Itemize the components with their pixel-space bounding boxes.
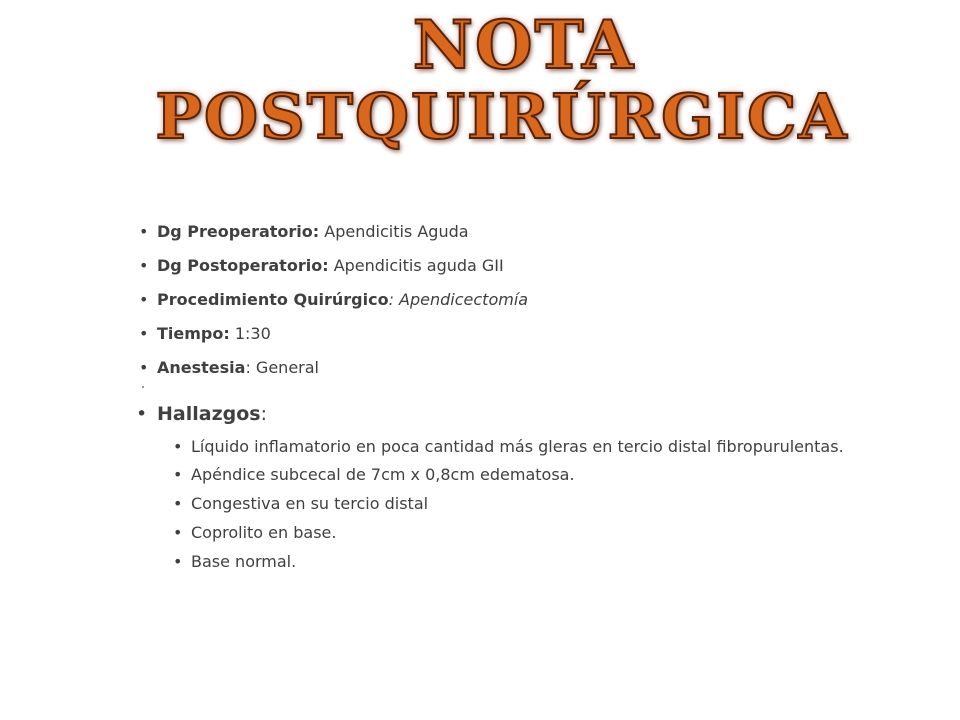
bullet-icon: •: [139, 324, 149, 343]
title-line-1: NOTA: [412, 6, 636, 84]
list-item-procedure: [139, 290, 529, 310]
item-value: : General: [245, 358, 319, 377]
item-value: Apendicitis Aguda: [324, 222, 469, 241]
bullet-icon: •: [173, 523, 183, 542]
finding-text: Líquido inflamatorio en poca cantidad más gleras en tercio distal fibropurulentas.: [191, 437, 844, 456]
bullet-icon: •: [173, 552, 183, 571]
item-value: : Apendicectomía: [388, 290, 529, 309]
findings-heading: Hallazgos: [157, 403, 261, 425]
bullet-icon: •: [139, 358, 149, 377]
item-value: 1:30: [234, 324, 271, 343]
finding-text: Apéndice subcecal de 7cm x 0,8cm edematosa.: [191, 465, 575, 484]
list-item-anesthesia: [139, 358, 319, 378]
finding-item: [173, 465, 575, 485]
item-label: Dg Postoperatorio:: [157, 256, 329, 275]
bullet-icon: •: [139, 256, 149, 275]
title-line-2: POSTQUIRÚRGICA: [155, 80, 849, 153]
item-label: Procedimiento Quirúrgico: [157, 290, 389, 309]
list-item-findings: [136, 402, 267, 426]
item-label: Anestesia: [157, 358, 246, 377]
finding-text: Base normal.: [191, 552, 297, 571]
findings-heading-suffix: :: [260, 403, 267, 425]
finding-text: Congestiva en su tercio distal: [191, 494, 429, 513]
finding-item: [173, 494, 429, 514]
finding-item: [173, 552, 297, 572]
item-value: Apendicitis aguda GII: [333, 256, 504, 275]
bullet-icon: •: [139, 222, 149, 241]
bullet-icon: •: [173, 494, 183, 513]
bullet-icon: •: [173, 437, 183, 456]
finding-text: Coprolito en base.: [191, 523, 337, 542]
list-item-postoperative-diagnosis: [139, 256, 504, 276]
bullet-icon: •: [173, 465, 183, 484]
finding-item: [173, 437, 844, 457]
bullet-icon: •: [139, 290, 149, 309]
item-label: Tiempo:: [157, 324, 230, 343]
stray-dot: [142, 386, 144, 388]
finding-item: [173, 523, 337, 543]
item-label: Dg Preoperatorio:: [157, 222, 320, 241]
list-item-preoperative-diagnosis: [139, 222, 469, 242]
list-item-time: [139, 324, 271, 344]
bullet-icon: •: [136, 403, 148, 425]
